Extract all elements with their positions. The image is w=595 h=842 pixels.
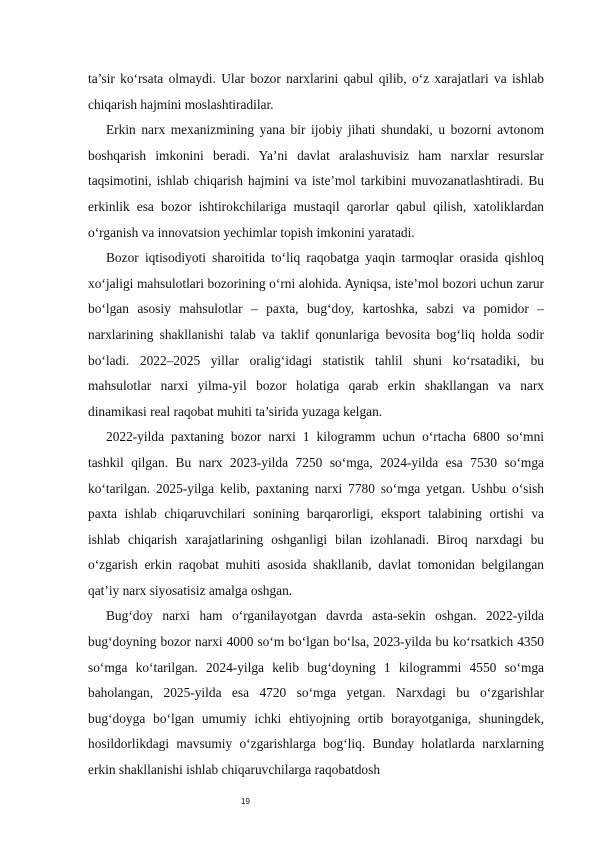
paragraph-cotton-prices: 2022-yilda paxtaning bozor narxi 1 kilogramm uchun o‘rtacha 6800 so‘mni tashkil qilgan. Bu narx 2023-yilda 7250 so‘mga, 2024-yilda esa 7530 so‘mga ko‘tarilgan. 2025-yilga kelib, paxtaning narxi 7780 so‘mga yetgan. Ushbu o‘sish paxta ishlab chiqaruvchilari sonining barqarorligi, eksport talabining ortishi va ishlab chiqarish xarajatlarining oshganligi bilan izohlanadi. Biroq narxdagi bu o‘zgarish erkin raqobat muhiti asosida shakllanib, davlat tomonidan belgilangan qat’iy narx siyosatisiz amalga oshgan. [88,429,544,598]
paragraph-wheat-prices: Bug‘doy narxi ham o‘rganilayotgan davrda asta-sekin oshgan. 2022-yilda bug‘doyning bozor narxi 4000 so‘m bo‘lgan bo‘lsa, 2023-yilda bu ko‘rsatkich 4350 so‘mga ko‘tarilgan. 2024-yilga kelib bug‘doyning 1 kilogrammi 4550 so‘mga baholangan, 2025-yilda esa 4720 so‘mga yetgan. Narxdagi bu o‘zgarishlar bug‘doyga bo‘lgan umumiy ichki ehtiyojning ortib borayotganiga, shuningdek, hosildorlikdagi mavsumiy o‘zgarishlarga bog‘liq. Bunday holatlarda narxlarning erkin shakllanishi ishlab chiqaruvchilarga raqobatdosh [88,608,544,778]
body-text [88,66,544,783]
page-number: 19 [241,797,250,806]
paragraph-free-price-mechanism: Erkin narx mexanizmining yana bir ijobiy jihati shundaki, u bozorni avtonom boshqarish imkonini beradi. Ya’ni davlat aralashuvisiz ham narxlar resurslar taqsimotini, ishlab chiqarish hajmini va iste’mol tarkibini muvozanatlashtiradi. Bu erkinlik esa bozor ishtirokchilariga mustaqil qarorlar qabul qilish, xatoliklardan o‘rganish va innovatsion yechimlar topish imkonini yaratadi. [88,122,544,240]
paragraph-continuation: ta’sir ko‘rsata olmaydi. Ular bozor narxlarini qabul qilib, o‘z xarajatlari va ishlab chiqarish hajmini moslashtiradilar. [88,71,544,112]
paragraph-agricultural-market: Bozor iqtisodiyoti sharoitida to‘liq raqobatga yaqin tarmoqlar orasida qishloq xo‘jaligi mahsulotlari bozorining o‘rni alohida. Ayniqsa, iste’mol bozori uchun zarur bo‘lgan asosiy mahsulotlar – paxta, bug‘doy, kartoshka, sabzi va pomidor – narxlarining shakllanishi talab va taklif qonunlariga bevosita bog‘liq holda sodir bo‘ladi. 2022–2025 yillar oralig‘idagi statistik tahlil shuni ko‘rsatadiki, bu mahsulotlar narxi yilma-yil bozor holatiga qarab erkin shakllangan va narx dinamikasi real raqobat muhiti ta’sirida yuzaga kelgan. [88,250,544,419]
